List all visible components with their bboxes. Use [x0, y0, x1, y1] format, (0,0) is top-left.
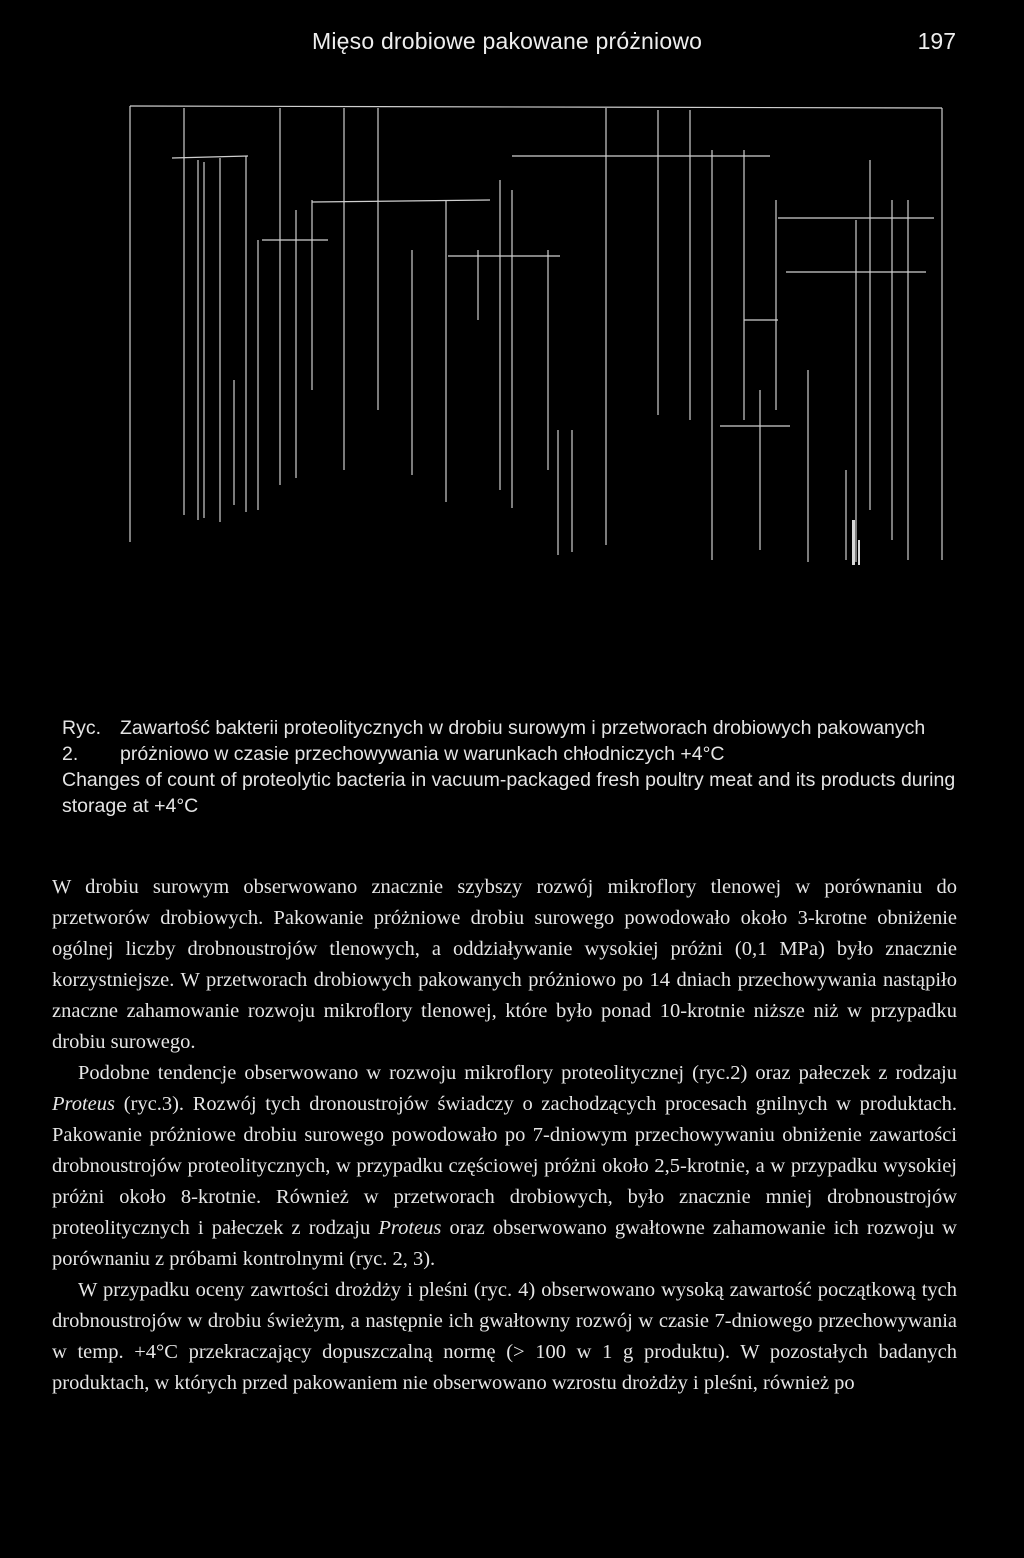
running-head	[60, 24, 960, 64]
paragraph-2: Podobne tendencje obserwowano w rozwoju mikroflory proteolitycznej (ryc.2) oraz pałeczek z rodzaju Proteus (ryc.3). Rozwój tych dronoustrojów świadczy o zachodzących procesach gnilnych w produktach. Pakowanie próżniowe drobiu surowego powodowało po 7-dniowym przechowywaniu obniżenie zawartości drobnoustrojów proteolitycznych, w przypadku częściowej próżni około 2,5-krotnie, a w przypadku wysokiej próżni około 8-krotnie. Również w przetworach drobiowych, było znacznie mniej drobnoustrojów proteolitycznych i pałeczek z rodzaju Proteus oraz obserwowano gwałtowne zahamowanie ich rozwoju w porównaniu z próbami kontrolnymi (ryc. 2, 3).	[52, 1062, 957, 1270]
body-text	[52, 872, 957, 1399]
figure-ryc-2	[0, 90, 1024, 610]
caption-english: Changes of count of proteolytic bacteria in vacuum-packaged fresh poultry meat and its products during storage at +4°C	[62, 769, 956, 817]
page-number: 197	[917, 28, 956, 54]
caption-label: Ryc. 2.	[62, 717, 101, 765]
figure-caption	[62, 715, 962, 819]
figure-bold-mark	[852, 520, 855, 565]
paragraph-3: W przypadku oceny zawrtości drożdży i pleśni (ryc. 4) obserwowano wysoką zawartość początkową tych drobnoustrojów w drobiu świeżym, a następnie ich gwałtowny rozwój w czasie 7-dniowego przechowywania w temp. +4°C przekraczający dopuszczalną normę (> 100 w 1 g produktu). W pozostałych badanych produktach, w których przed pakowaniem nie obserwowano wzrostu drożdży i pleśni, również po	[52, 1279, 957, 1394]
figure-artifact-graphic	[0, 90, 1024, 610]
caption-polish: Zawartość bakterii proteolitycznych w drobiu surowym i przetworach drobiowych pakowanych próżniowo w czasie przechowywania w warunkach chłodniczych +4°C	[120, 717, 926, 765]
genus-name: Proteus	[378, 1217, 442, 1239]
paragraph-1: W drobiu surowym obserwowano znacznie szybszy rozwój mikroflory tlenowej w porównaniu do przetworów drobiowych. Pakowanie próżniowe drobiu surowego powodowało około 3-krotne obniżenie ogólnej liczby drobnoustrojów tlenowych, a oddziaływanie wysokiej próżni (0,1 MPa) było znacznie korzystniejsze. W przetworach drobiowych pakowanych próżniowo po 14 dniach przechowywania nastąpiło znaczne zahamowanie rozwoju mikroflory tlenowej, które było ponad 10-krotnie niższe niż w przypadku drobiu surowego.	[52, 876, 957, 1053]
genus-name: Proteus	[52, 1093, 116, 1115]
running-title: Mięso drobiowe pakowane próżniowo	[312, 28, 703, 54]
frame-top-line	[130, 106, 942, 108]
